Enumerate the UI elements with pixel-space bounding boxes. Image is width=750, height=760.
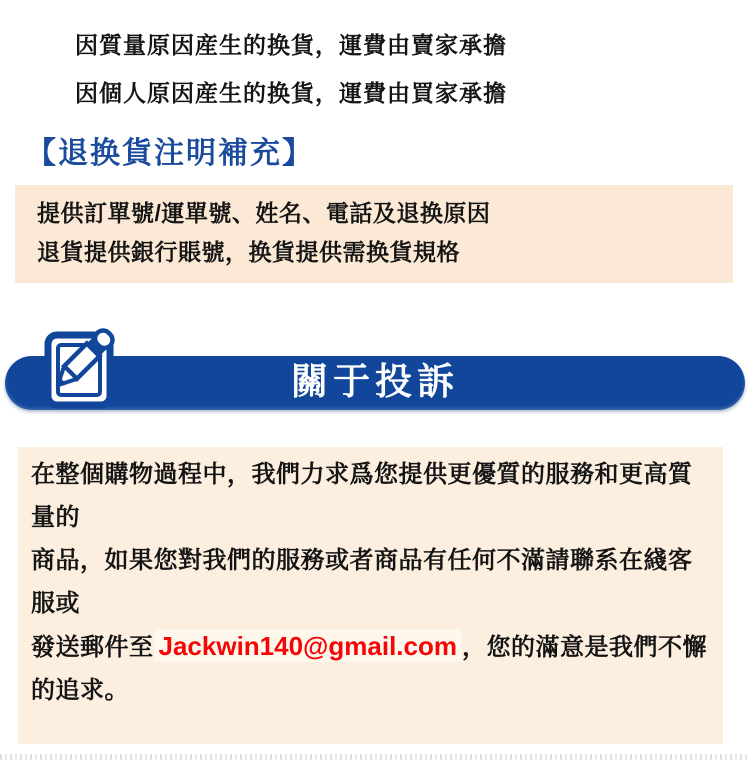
complaint-banner-title: 關于投訴 <box>291 361 459 402</box>
complaint-line-1: 在整個購物過程中，我們力求爲您提供更優質的服務和更高質量的 <box>31 461 693 531</box>
complaint-line-3-suffix: ，您的滿意是我們不懈的追求。 <box>31 634 707 704</box>
note-line-order-info: 提供訂單號/運單號、姓名、電話及退换原因 <box>37 200 491 226</box>
note-line-bank-info: 退貨提供銀行賬號，换貨提供需换貨規格 <box>37 239 460 265</box>
return-note-box <box>15 185 733 283</box>
complaint-line-2: 商品，如果您對我們的服務或者商品有任何不滿請聯系在綫客服或 <box>31 547 693 617</box>
complaint-line-3 <box>31 625 715 712</box>
dashed-separator <box>0 754 750 760</box>
contact-email: Jackwin140@gmail.com <box>154 629 463 662</box>
exchange-policy-intro <box>0 0 750 117</box>
complaint-info-box <box>18 447 723 744</box>
return-note-section-title: 【退换貨注明補充】 <box>26 137 314 170</box>
pencil-edit-icon <box>40 323 126 411</box>
complaint-line-3-prefix: 發送郵件至 <box>31 634 154 661</box>
policy-line-quality: 因質量原因産生的换貨，運費由賣家承擔 <box>75 32 507 58</box>
policy-line-personal: 因個人原因産生的换貨，運費由買家承擔 <box>75 80 507 106</box>
complaint-banner-section <box>0 356 750 410</box>
